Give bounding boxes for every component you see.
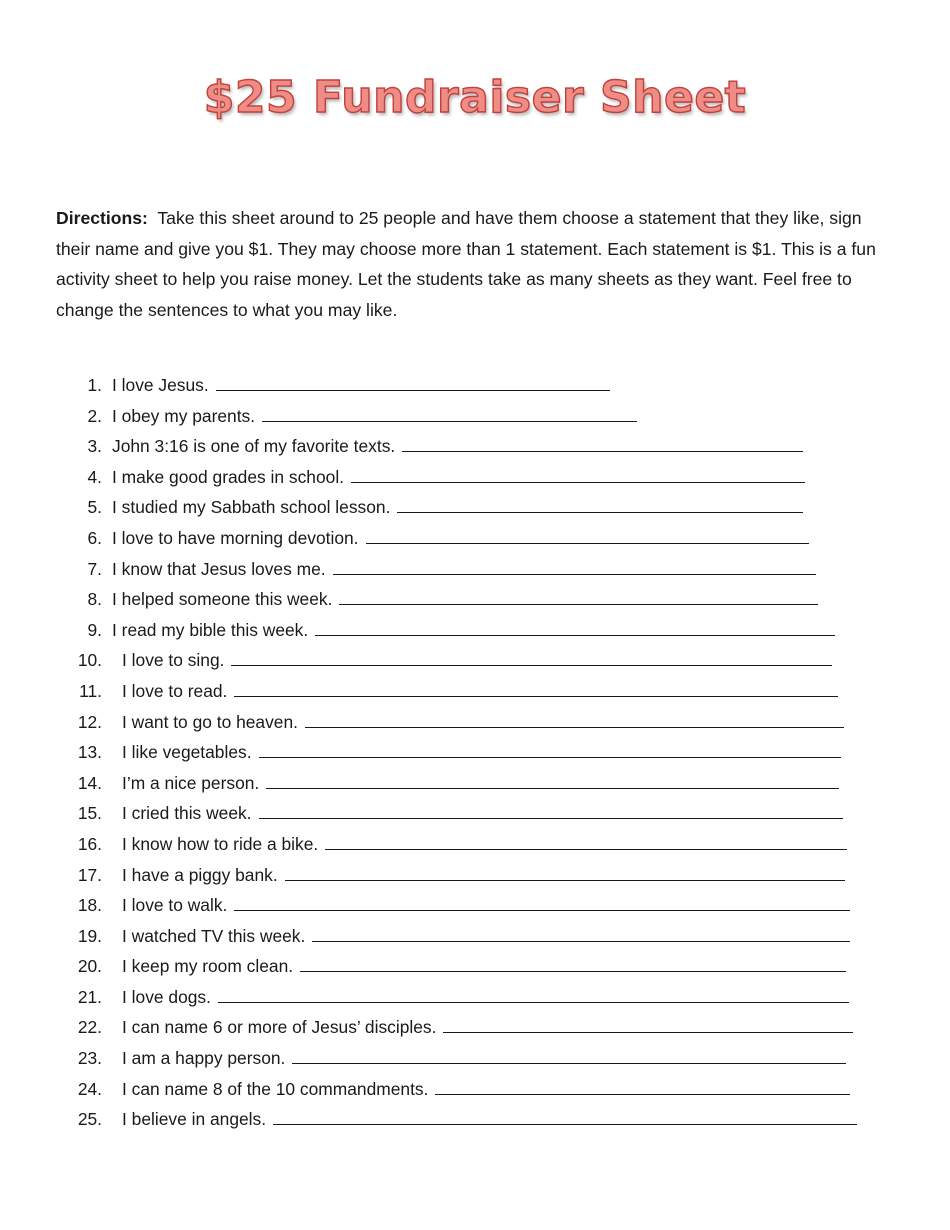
signature-line[interactable] [333,573,816,575]
signature-line[interactable] [366,542,809,544]
statement-item [0,984,950,1015]
statement-text: I love dogs. [122,986,211,1007]
signature-line[interactable] [266,787,839,789]
directions-paragraph [56,203,896,326]
statement-item [0,617,950,648]
statement-text: I love Jesus. [112,375,209,395]
statement-item [0,1106,950,1137]
statement-item [0,1045,950,1076]
statement-text: I love to sing. [122,650,225,671]
signature-line[interactable] [273,1123,857,1125]
statement-number: 23. [77,1048,102,1069]
signature-line[interactable] [402,450,803,452]
signature-line[interactable] [435,1093,850,1095]
statement-number: 7. [87,558,102,579]
statement-number: 16. [77,833,102,854]
statement-text: I love to walk. [122,895,228,916]
statement-text: I helped someone this week. [112,589,333,610]
signature-line[interactable] [443,1031,853,1033]
signature-line[interactable] [325,848,847,850]
statement-item [0,403,950,434]
signature-line[interactable] [285,879,845,881]
signature-line[interactable] [300,970,846,972]
statement-number: 14. [77,772,102,793]
statement-number: 5. [87,497,102,518]
statement-number: 17. [77,864,102,885]
statement-number: 18. [77,895,102,916]
statement-number: 12. [77,711,102,732]
directions-label: Directions: [56,208,148,228]
statement-item [0,433,950,464]
page-title: $25 Fundraiser Sheet [203,72,747,123]
statement-number: 10. [77,650,102,671]
statement-number: 3. [87,436,102,457]
signature-line[interactable] [234,695,838,697]
statement-item [0,494,950,525]
signature-line[interactable] [218,1001,849,1003]
signature-line[interactable] [259,817,843,819]
statement-number: 9. [87,619,102,640]
signature-line[interactable] [292,1062,846,1064]
statement-number: 8. [87,589,102,610]
statement-number: 19. [77,925,102,946]
signature-line[interactable] [339,603,818,605]
statement-item [0,770,950,801]
statement-number: 20. [77,956,102,977]
statement-number: 25. [77,1109,102,1130]
statement-item [0,739,950,770]
signature-line[interactable] [312,940,850,942]
signature-line[interactable] [351,481,805,483]
statement-item [0,1014,950,1045]
statement-text: I obey my parents. [112,405,256,426]
statement-number: 1. [87,375,102,395]
statement-text: I make good grades in school. [112,466,345,487]
statement-number: 4. [87,466,102,487]
signature-line[interactable] [305,726,844,728]
statement-text: I want to go to heaven. [122,711,298,732]
statement-number: 24. [77,1078,102,1099]
statement-text: I can name 6 or more of Jesus’ disciples. [122,1017,437,1038]
statement-item [0,923,950,954]
statement-text: I know that Jesus loves me. [112,558,326,579]
signature-line[interactable] [231,664,832,666]
statement-text: I love to have morning devotion. [112,527,359,548]
statement-text: I studied my Sabbath school lesson. [112,497,391,518]
statement-item [0,464,950,495]
signature-line[interactable] [315,634,835,636]
statement-list [0,372,950,1137]
statement-item [0,647,950,678]
statement-number: 21. [77,986,102,1007]
statement-number: 13. [77,742,102,763]
statement-item [0,709,950,740]
statement-item [0,892,950,923]
signature-line[interactable] [216,389,610,391]
signature-line[interactable] [262,420,637,422]
statement-number: 11. [79,680,102,701]
statement-item [0,678,950,709]
statement-text: I watched TV this week. [122,925,306,946]
statement-item [0,525,950,556]
statement-text: I’m a nice person. [122,772,260,793]
statement-text: I believe in angels. [122,1109,267,1130]
statement-text: I have a piggy bank. [122,864,278,885]
statement-item [0,556,950,587]
statement-item [0,372,950,403]
statement-number: 22. [77,1017,102,1038]
statement-text: I like vegetables. [122,742,252,763]
statement-text: John 3:16 is one of my favorite texts. [112,436,396,457]
statement-item [0,862,950,893]
statement-item [0,831,950,862]
statement-item [0,953,950,984]
statement-text: I keep my room clean. [122,956,294,977]
signature-line[interactable] [397,511,803,513]
statement-text: I can name 8 of the 10 commandments. [122,1078,429,1099]
statement-item [0,586,950,617]
statement-text: I cried this week. [122,803,252,824]
statement-number: 2. [87,405,102,426]
statement-text: I love to read. [122,680,228,701]
directions-text: Take this sheet around to 25 people and have them choose a statement that they like, sign their name and give you $1. They may choose more than 1 statement. Each statement is $1. This is a fun activity sheet to help you raise money. Let the students take as many sheets as they want. Feel free to change the sentences to what you may like. [56,208,876,321]
statement-item [0,1076,950,1107]
statement-item [0,800,950,831]
statement-number: 15. [77,803,102,824]
signature-line[interactable] [234,909,850,911]
statement-number: 6. [87,527,102,548]
statement-text: I know how to ride a bike. [122,833,319,854]
signature-line[interactable] [259,756,841,758]
statement-text: I am a happy person. [122,1048,286,1069]
statement-text: I read my bible this week. [112,619,309,640]
